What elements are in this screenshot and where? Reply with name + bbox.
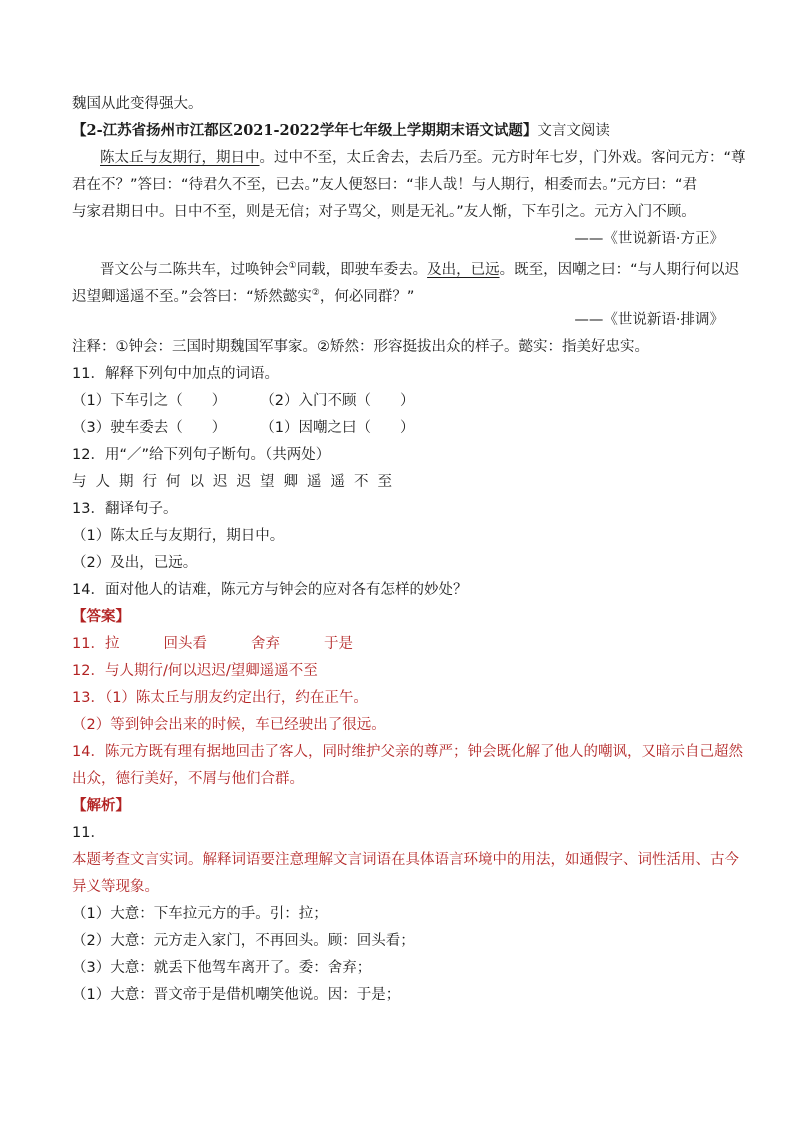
analysis-item4: （1）大意：晋文帝于是借机嘲笑他说。因：于是；	[72, 987, 401, 1003]
question-11-row2	[72, 418, 414, 438]
passage2-line1-c: 。既至，因嘲之曰：“与人期行何以迟	[499, 261, 740, 278]
passage2-line1-b: 同载，即驶车委去。	[296, 261, 428, 278]
passage2-line2-b: ，何必同群？”	[319, 288, 415, 305]
question-13-2: （2）及出，已远。	[72, 555, 198, 571]
question-12-sentence: 与人期行何以迟迟望卿遥遥不至	[72, 474, 401, 490]
analysis-item2: （2）大意：元方走入家门，不再回头。顾：回头看；	[72, 933, 415, 949]
passage1-line1	[72, 148, 746, 168]
q11-item4: （1）因嘲之曰（ ）	[260, 420, 415, 436]
q11-item1: （1）下车引之（ ）	[72, 393, 227, 409]
source-type: 文言文阅读	[537, 123, 610, 139]
passage2-underlined: 及出，已远	[427, 261, 500, 278]
analysis-line2: 异义等现象。	[72, 879, 159, 895]
answer-14-line2: 出众，德行美好，不屑与他们合群。	[72, 771, 304, 787]
answer-14-line1: 14．陈元方既有理有据地回击了客人，同时维护父亲的尊严；钟会既化解了他人的嘲讽，又暗示自己超然	[72, 744, 743, 760]
notes-line: 注释：①钟会：三国时期魏国军事家。②矫然：形容挺拔出众的样子。懿实：指美好忠实。	[72, 339, 649, 355]
analysis-item3: （3）大意：就丢下他驾车离开了。委：舍弃；	[72, 960, 372, 976]
answer-heading: 【答案】	[72, 609, 130, 625]
analysis-line1: 本题考查文言实词。解释词语要注意理解文言词语在具体语言环境中的用法，如通假字、词性活用、古今	[72, 852, 739, 868]
passage2-source: ——《世说新语·排调》	[574, 312, 724, 328]
source-bracket-close: 】	[522, 123, 538, 139]
question-12: 12．用“／”给下列句子断句。（共两处）	[72, 447, 331, 463]
passage1-source: ——《世说新语·方正》	[574, 231, 724, 247]
question-11: 11．解释下列句中加点的词语。	[72, 366, 279, 382]
question-13: 13．翻译句子。	[72, 501, 178, 517]
note-mark-1: ①	[288, 261, 297, 271]
passage2-line2	[72, 283, 414, 307]
passage1-line2: 君在不？”答曰：“待君久不至，已去。”友人便怒曰：“非人哉！与人期行，相委而去。”元方曰：“君	[72, 177, 698, 193]
passage2-line1-a: 晋文公与二陈共车，过唤钟会	[100, 261, 289, 278]
passage1-line1-rest: 。过中不至，太丘舍去，去后乃至。元方时年七岁，门外戏。客问元方：“尊	[259, 150, 746, 166]
answer-11	[72, 634, 353, 654]
intro-line: 魏国从此变得强大。	[72, 96, 203, 112]
question-14: 14．面对他人的诘难，陈元方与钟会的应对各有怎样的妙处？	[72, 582, 468, 598]
answer-11-4: 于是	[323, 636, 353, 652]
passage2-line2-a: 迟望卿遥遥不至。”会答曰：“矫然懿实	[72, 288, 312, 305]
source-bracket-open: 【	[72, 123, 87, 139]
question-13-1: （1）陈太丘与友期行，期日中。	[72, 528, 285, 544]
answer-13-2: （2）等到钟会出来的时候，车已经驶出了很远。	[72, 717, 386, 733]
answer-12: 12．与人期行/何以迟迟/望卿遥遥不至	[72, 663, 318, 679]
source-line	[72, 121, 610, 141]
answer-11-3: 舍弃	[250, 636, 280, 652]
source-title: 2-江苏省扬州市江都区2021-2022学年七年级上学期期末语文试题	[86, 122, 523, 139]
note-mark-2: ②	[311, 288, 320, 298]
passage2-line1	[72, 256, 739, 280]
analysis-heading: 【解析】	[72, 798, 130, 814]
passage1-underlined: 陈太丘与友期行，期日中	[100, 150, 260, 166]
answer-11-2: 回头看	[163, 636, 207, 652]
q11-item2: （2）入门不顾（ ）	[260, 393, 415, 409]
passage1-line3: 与家君期日中。日中不至，则是无信；对子骂父，则是无礼。”友人惭，下车引之。元方入门不顾。	[72, 204, 696, 220]
analysis-item1: （1）大意：下车拉元方的手。引：拉；	[72, 906, 328, 922]
answer-13-1: 13．（1）陈太丘与朋友约定出行，约在正午。	[72, 690, 368, 706]
q11-item3: （3）驶车委去（ ）	[72, 420, 227, 436]
answer-11-1: 11．拉	[72, 636, 120, 652]
analysis-number: 11．	[72, 825, 105, 841]
question-11-row1	[72, 391, 414, 411]
